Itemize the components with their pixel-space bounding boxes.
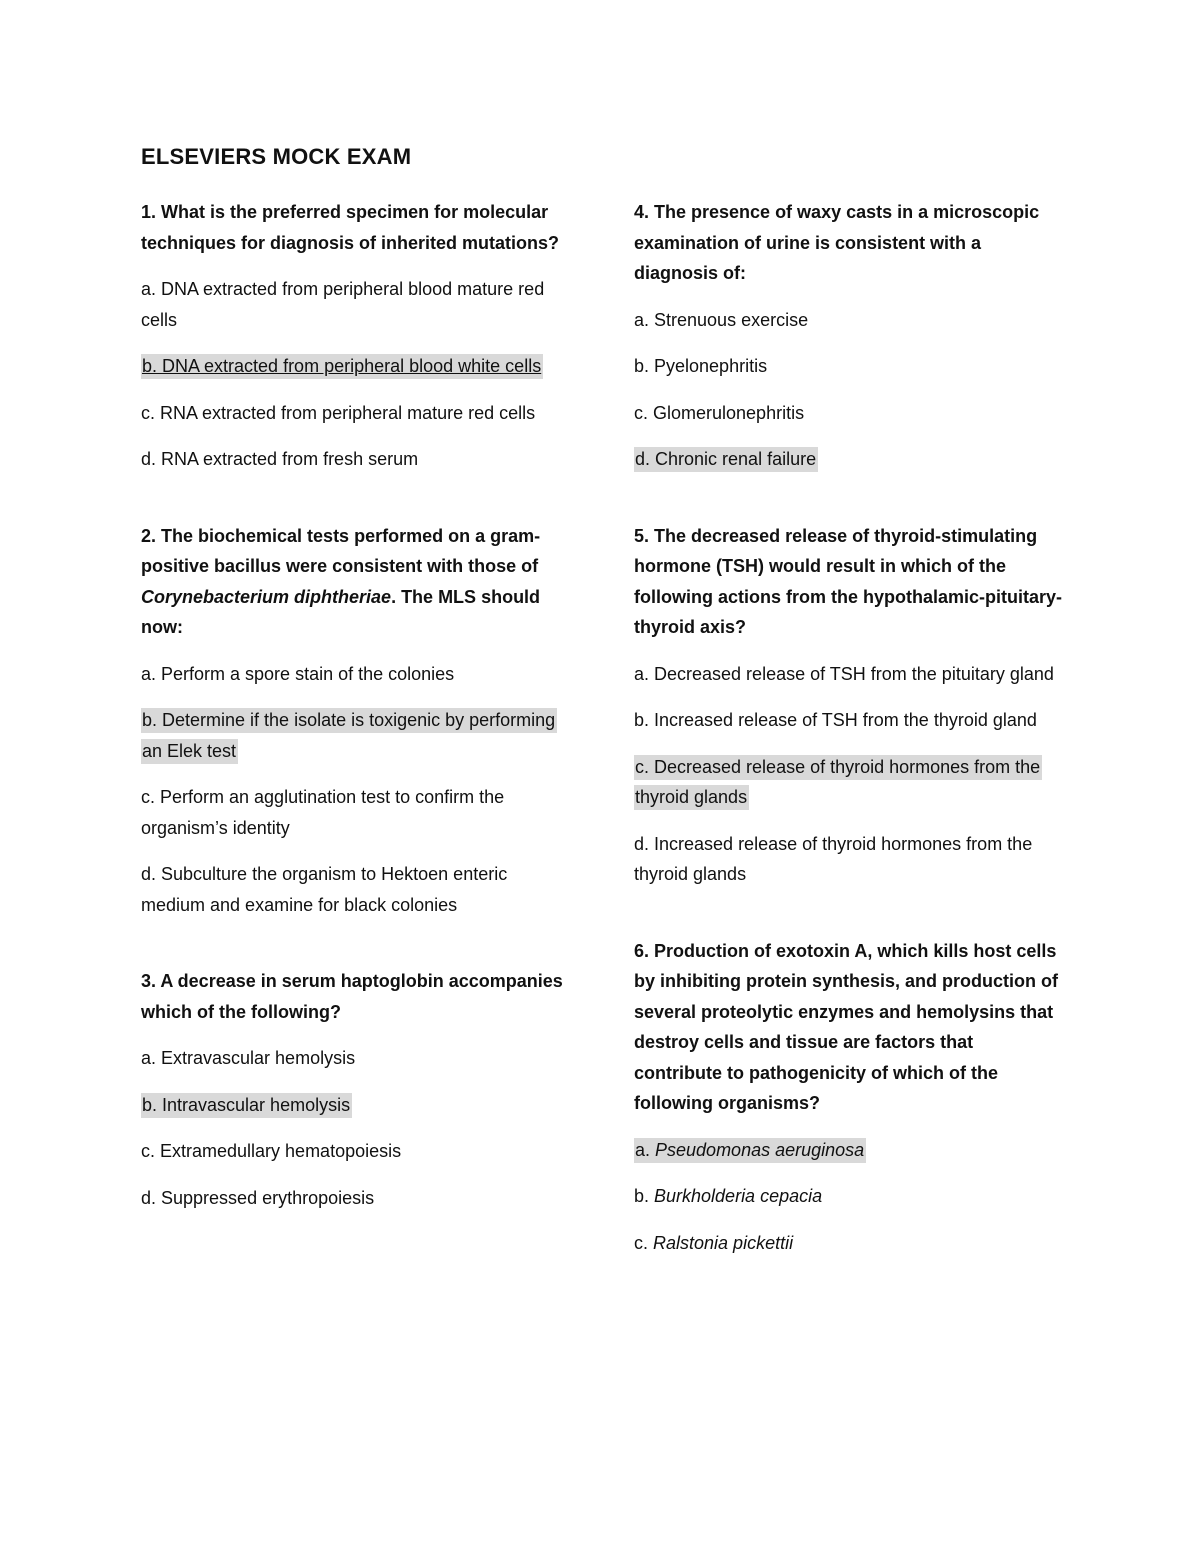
option-b-answer [141,351,571,382]
option-text: d. RNA extracted from fresh serum [141,449,419,469]
option-prefix: a. [635,1139,656,1160]
option-a [141,274,571,335]
option-text: a. Strenuous exercise [634,309,809,330]
option-text: c. RNA extracted from peripheral mature red cells [141,402,536,423]
option-b-answer [141,705,571,766]
option-text: a. DNA extracted from peripheral blood mature red cells [141,279,545,330]
question-4 [634,197,1064,475]
option-c-answer [634,752,1064,813]
option-text: a. Decreased release of TSH from the pituitary gland [634,663,1054,684]
option-text: b. Pyelonephritis [634,356,768,376]
question-text: 5. The decreased release of thyroid-stimulating hormone (TSH) would result in which of the following actions from the hypothalamic-pituitary-thyroid axis? [634,525,1063,637]
option-text-highlighted: d. Chronic renal failure [634,447,818,472]
question-text: 4. The presence of waxy casts in a microscopic examination of urine is consistent with a diagnosis of: [634,202,1040,283]
option-c [634,398,1064,429]
option-a [141,659,571,690]
question-text-start: 2. The biochemical tests performed on a gram-positive bacillus were consistent with those of [141,525,541,576]
right-column [634,197,1064,1274]
option-text: a. Extravascular hemolysis [141,1048,356,1068]
option-d [141,444,571,475]
question-text: 3. A decrease in serum haptoglobin accompanies which of the following? [141,971,563,1022]
question-1 [141,197,571,475]
question-text-end: . The MLS should now: [141,586,541,637]
option-text-highlighted: b. Determine if the isolate is toxigenic by performing an Elek test [141,708,557,764]
organism-name: Corynebacterium diphtheriae [141,586,392,607]
option-a [634,305,1064,336]
question-2 [141,521,571,921]
option-text: d. Subculture the organism to Hektoen enteric medium and examine for black colonies [141,864,508,915]
option-c [141,782,571,843]
option-prefix: c. [634,1232,654,1253]
page-title: ELSEVIERS MOCK EXAM [141,144,412,169]
option-b-answer [141,1090,571,1121]
option-d [634,829,1064,890]
option-b [634,351,1064,382]
question-text: 6. Production of exotoxin A, which kills host cells by inhibiting protein synthesis, and production of several proteolytic enzymes and hemolysins that destroy cells and tissue are factors that contribute to pathogenicity of which of the following organisms? [634,940,1058,1113]
option-c [634,1228,1064,1259]
option-text: b. Increased release of TSH from the thyroid gland [634,710,1037,730]
option-text: c. Extramedullary hematopoiesis [141,1141,402,1161]
option-text-highlighted: b. Intravascular hemolysis [141,1093,352,1118]
option-text: c. Perform an agglutination test to confirm the organism’s identity [141,787,505,838]
option-a [634,659,1064,690]
question-3 [141,966,571,1213]
question-5 [634,521,1064,890]
option-text: d. Suppressed erythropoiesis [141,1187,375,1208]
question-text [141,521,571,643]
option-b [634,1181,1064,1212]
option-a [141,1043,571,1074]
option-text: d. Increased release of thyroid hormones from the thyroid glands [634,833,1033,884]
option-prefix: b. [634,1186,655,1206]
option-b [634,705,1064,736]
organism-name: Ralstonia pickettii [653,1232,794,1253]
option-a-answer [634,1135,1064,1166]
option-d [141,859,571,920]
option-c [141,1136,571,1167]
option-d [141,1183,571,1214]
option-c [141,398,571,429]
option-d-answer [634,444,1064,475]
option-text-highlighted [634,1138,866,1163]
organism-name: Pseudomonas aeruginosa [655,1139,865,1160]
question-text: 1. What is the preferred specimen for molecular techniques for diagnosis of inherited mutations? [141,202,560,253]
option-text-highlighted: c. Decreased release of thyroid hormones from the thyroid glands [634,755,1042,811]
option-text-highlighted: b. DNA extracted from peripheral blood white cells [141,354,543,379]
option-text: c. Glomerulonephritis [634,402,805,423]
option-text: a. Perform a spore stain of the colonies [141,663,455,684]
organism-name: Burkholderia cepacia [654,1186,823,1206]
left-column [141,197,571,1229]
question-6 [634,936,1064,1259]
